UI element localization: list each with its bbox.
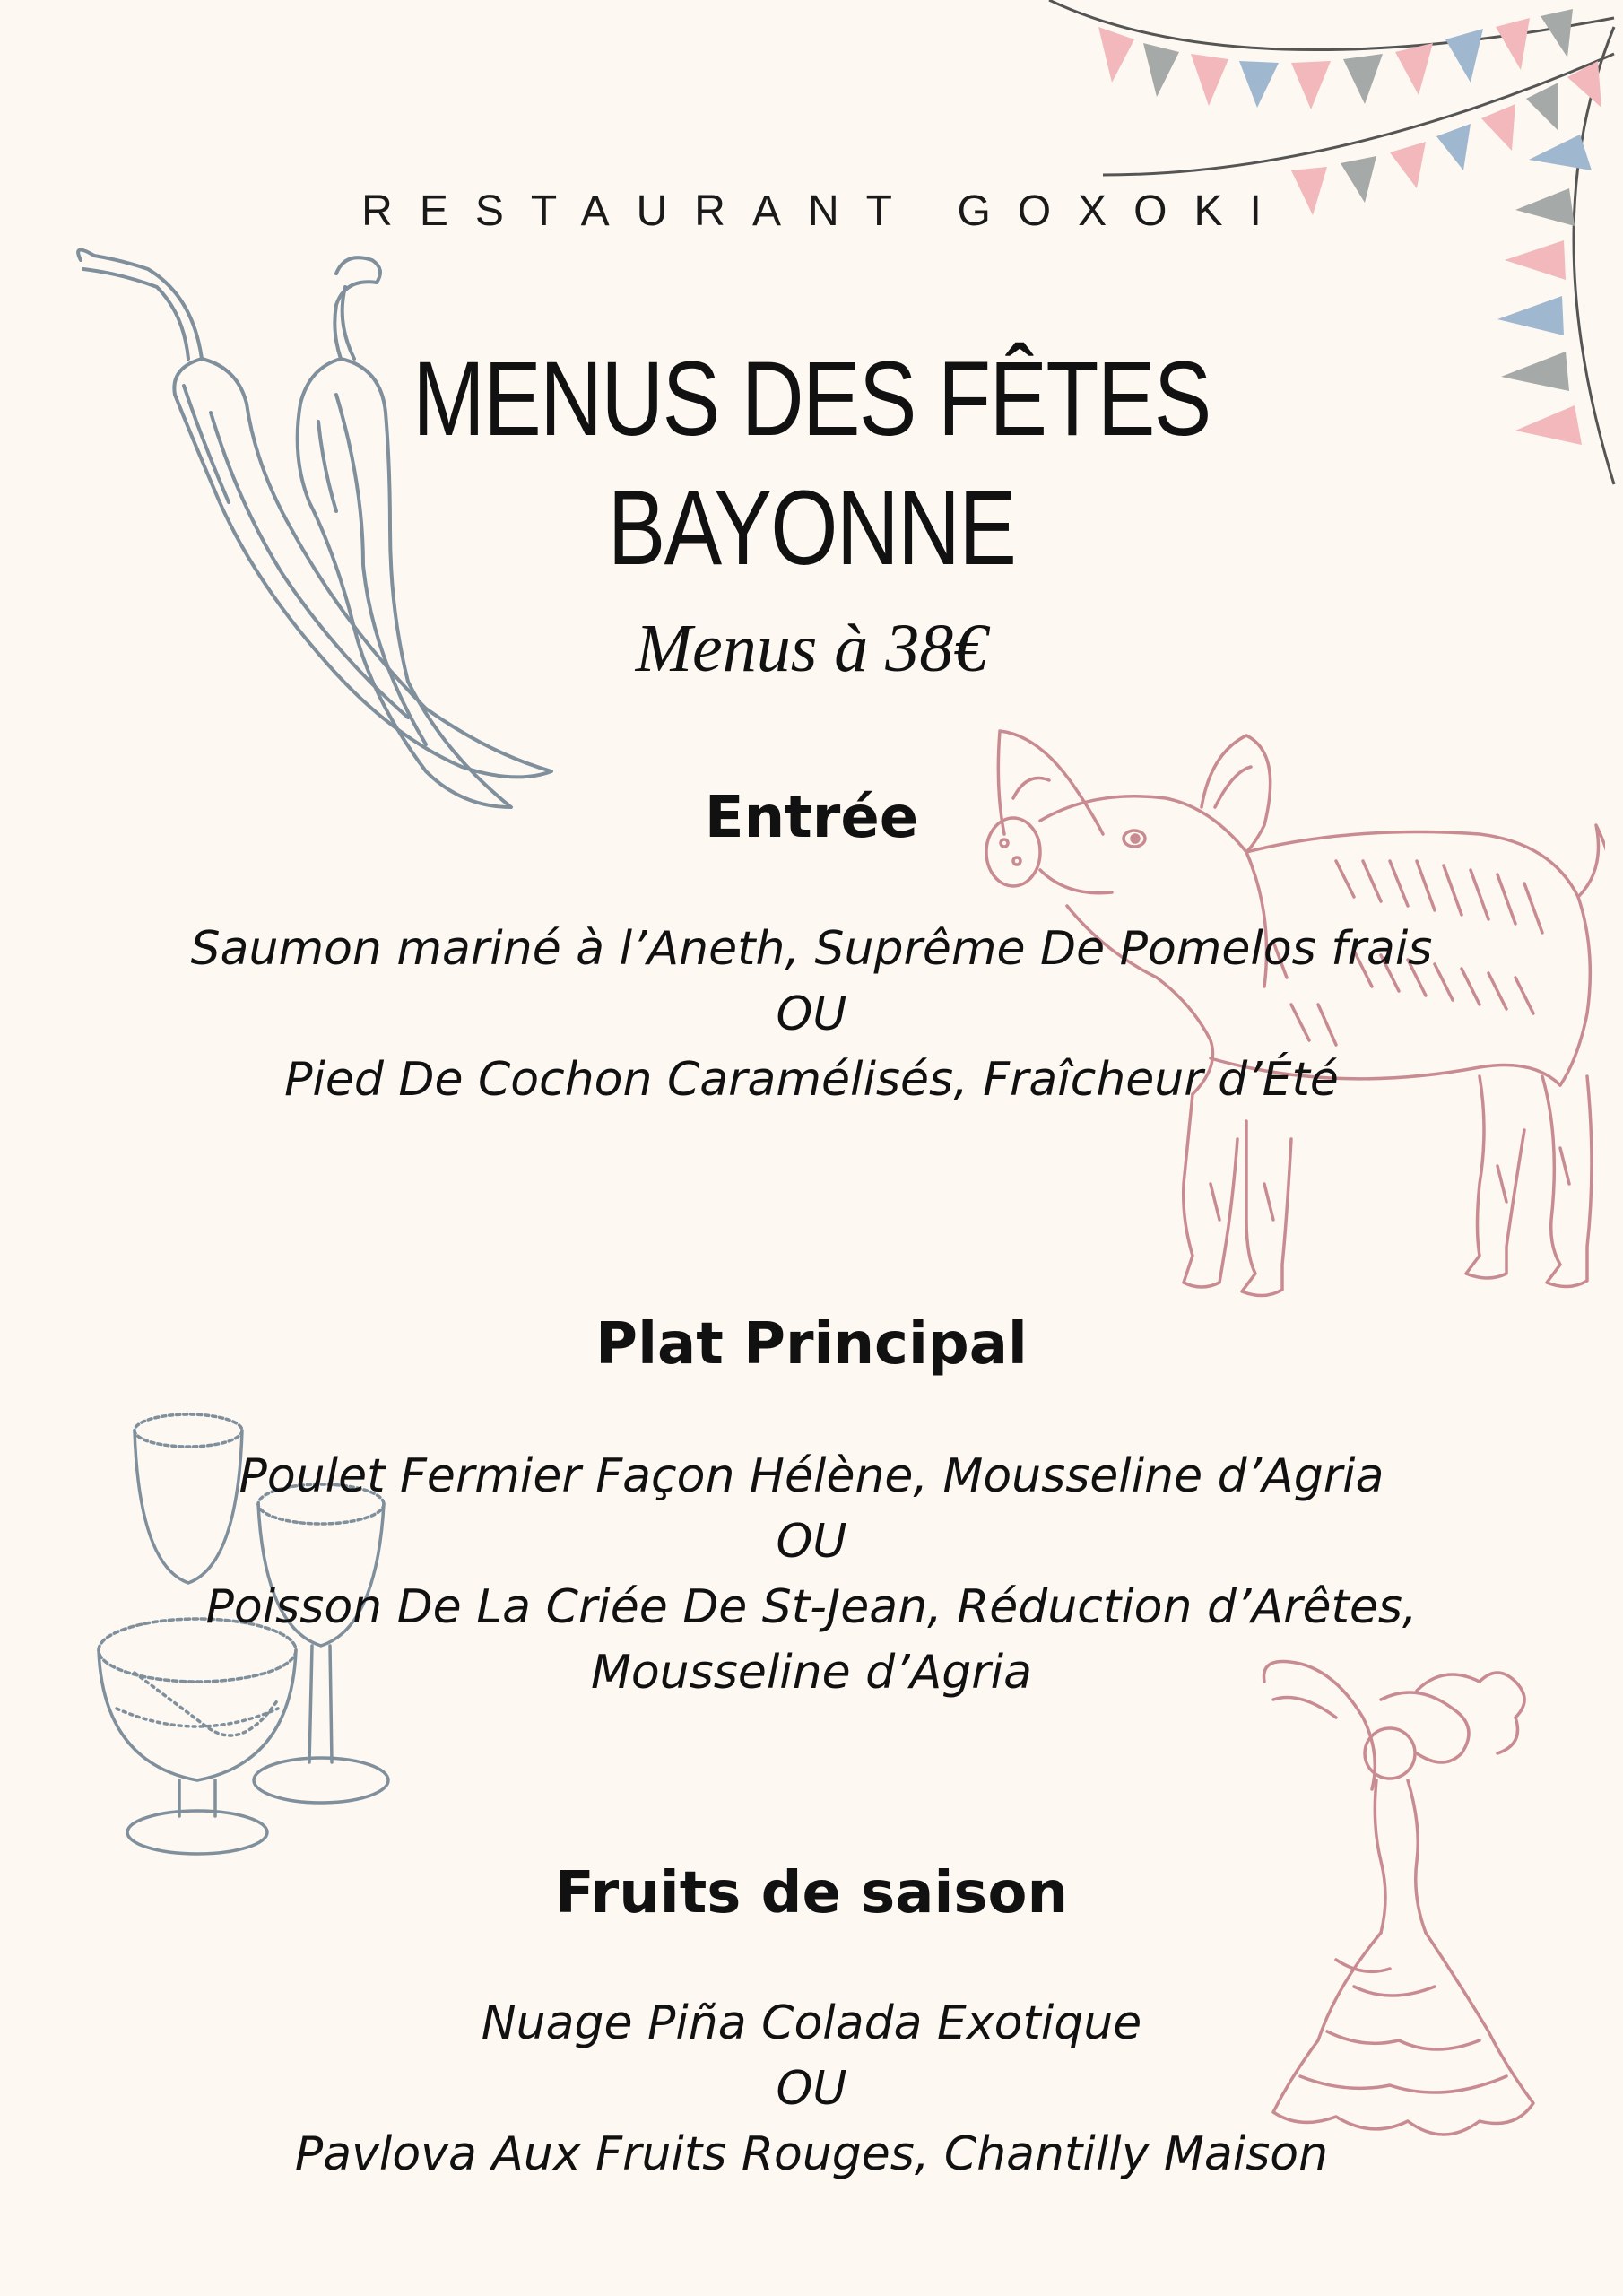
dessert-heading: Fruits de saison bbox=[555, 1860, 1068, 1926]
restaurant-name: RESTAURANT GOXOKI bbox=[361, 187, 1289, 235]
garland-string-side bbox=[1574, 27, 1614, 484]
garland-string-middle bbox=[1103, 54, 1614, 175]
plat-option-2-line-1: Poisson De La Criée De St-Jean, Réduction d’Arêtes, bbox=[205, 1580, 1418, 1634]
plat-principal-dishes bbox=[0, 1444, 1623, 1706]
flag-icon bbox=[1541, 9, 1573, 57]
plat-option-2-line-2: Mousseline d’Agria bbox=[591, 1646, 1032, 1700]
plat-option-1: Poulet Fermier Façon Hélène, Mousseline d’Agria bbox=[239, 1449, 1384, 1503]
menu-price: Menus à 38€ bbox=[635, 611, 988, 686]
entree-dishes bbox=[0, 917, 1623, 1113]
dessert-separator: OU bbox=[776, 2062, 847, 2116]
flag-icon bbox=[1505, 240, 1566, 280]
flag-icon bbox=[1445, 29, 1483, 83]
flag-icon bbox=[1143, 43, 1179, 97]
flag-icon bbox=[1395, 43, 1433, 95]
dessert-dishes bbox=[0, 1991, 1623, 2187]
flag-icon bbox=[1496, 18, 1530, 70]
entree-option-2: Pied De Cochon Caramélisés, Fraîcheur d’Été bbox=[284, 1053, 1339, 1107]
flag-icon bbox=[1501, 352, 1569, 391]
flag-icon bbox=[1291, 61, 1331, 109]
flag-icon bbox=[1098, 27, 1134, 83]
flag-icon bbox=[1515, 405, 1582, 445]
flag-icon bbox=[1390, 142, 1426, 188]
entree-option-1: Saumon mariné à l’Aneth, Suprême De Pomelos frais bbox=[190, 922, 1433, 976]
flag-icon bbox=[1481, 104, 1515, 151]
plat-principal-heading: Plat Principal bbox=[595, 1311, 1028, 1378]
flag-icon bbox=[1239, 61, 1279, 108]
flag-icon bbox=[1436, 124, 1471, 170]
dessert-option-1: Nuage Piña Colada Exotique bbox=[481, 1996, 1142, 2050]
flag-icon bbox=[1529, 135, 1592, 170]
menu-title-line-2: BAYONNE bbox=[607, 469, 1016, 587]
flag-icon bbox=[1191, 54, 1228, 106]
flag-icon bbox=[1567, 61, 1601, 108]
entree-heading: Entrée bbox=[704, 785, 919, 851]
flag-icon bbox=[1526, 83, 1558, 131]
menu-title-line-1: MENUS DES FÊTES bbox=[412, 340, 1211, 458]
dessert-option-2: Pavlova Aux Fruits Rouges, Chantilly Maison bbox=[294, 2127, 1329, 2181]
entree-separator: OU bbox=[776, 987, 847, 1041]
flag-icon bbox=[1497, 296, 1564, 335]
plat-separator: OU bbox=[776, 1515, 847, 1569]
garland-string-top bbox=[1049, 0, 1614, 50]
flag-icon bbox=[1343, 54, 1383, 104]
